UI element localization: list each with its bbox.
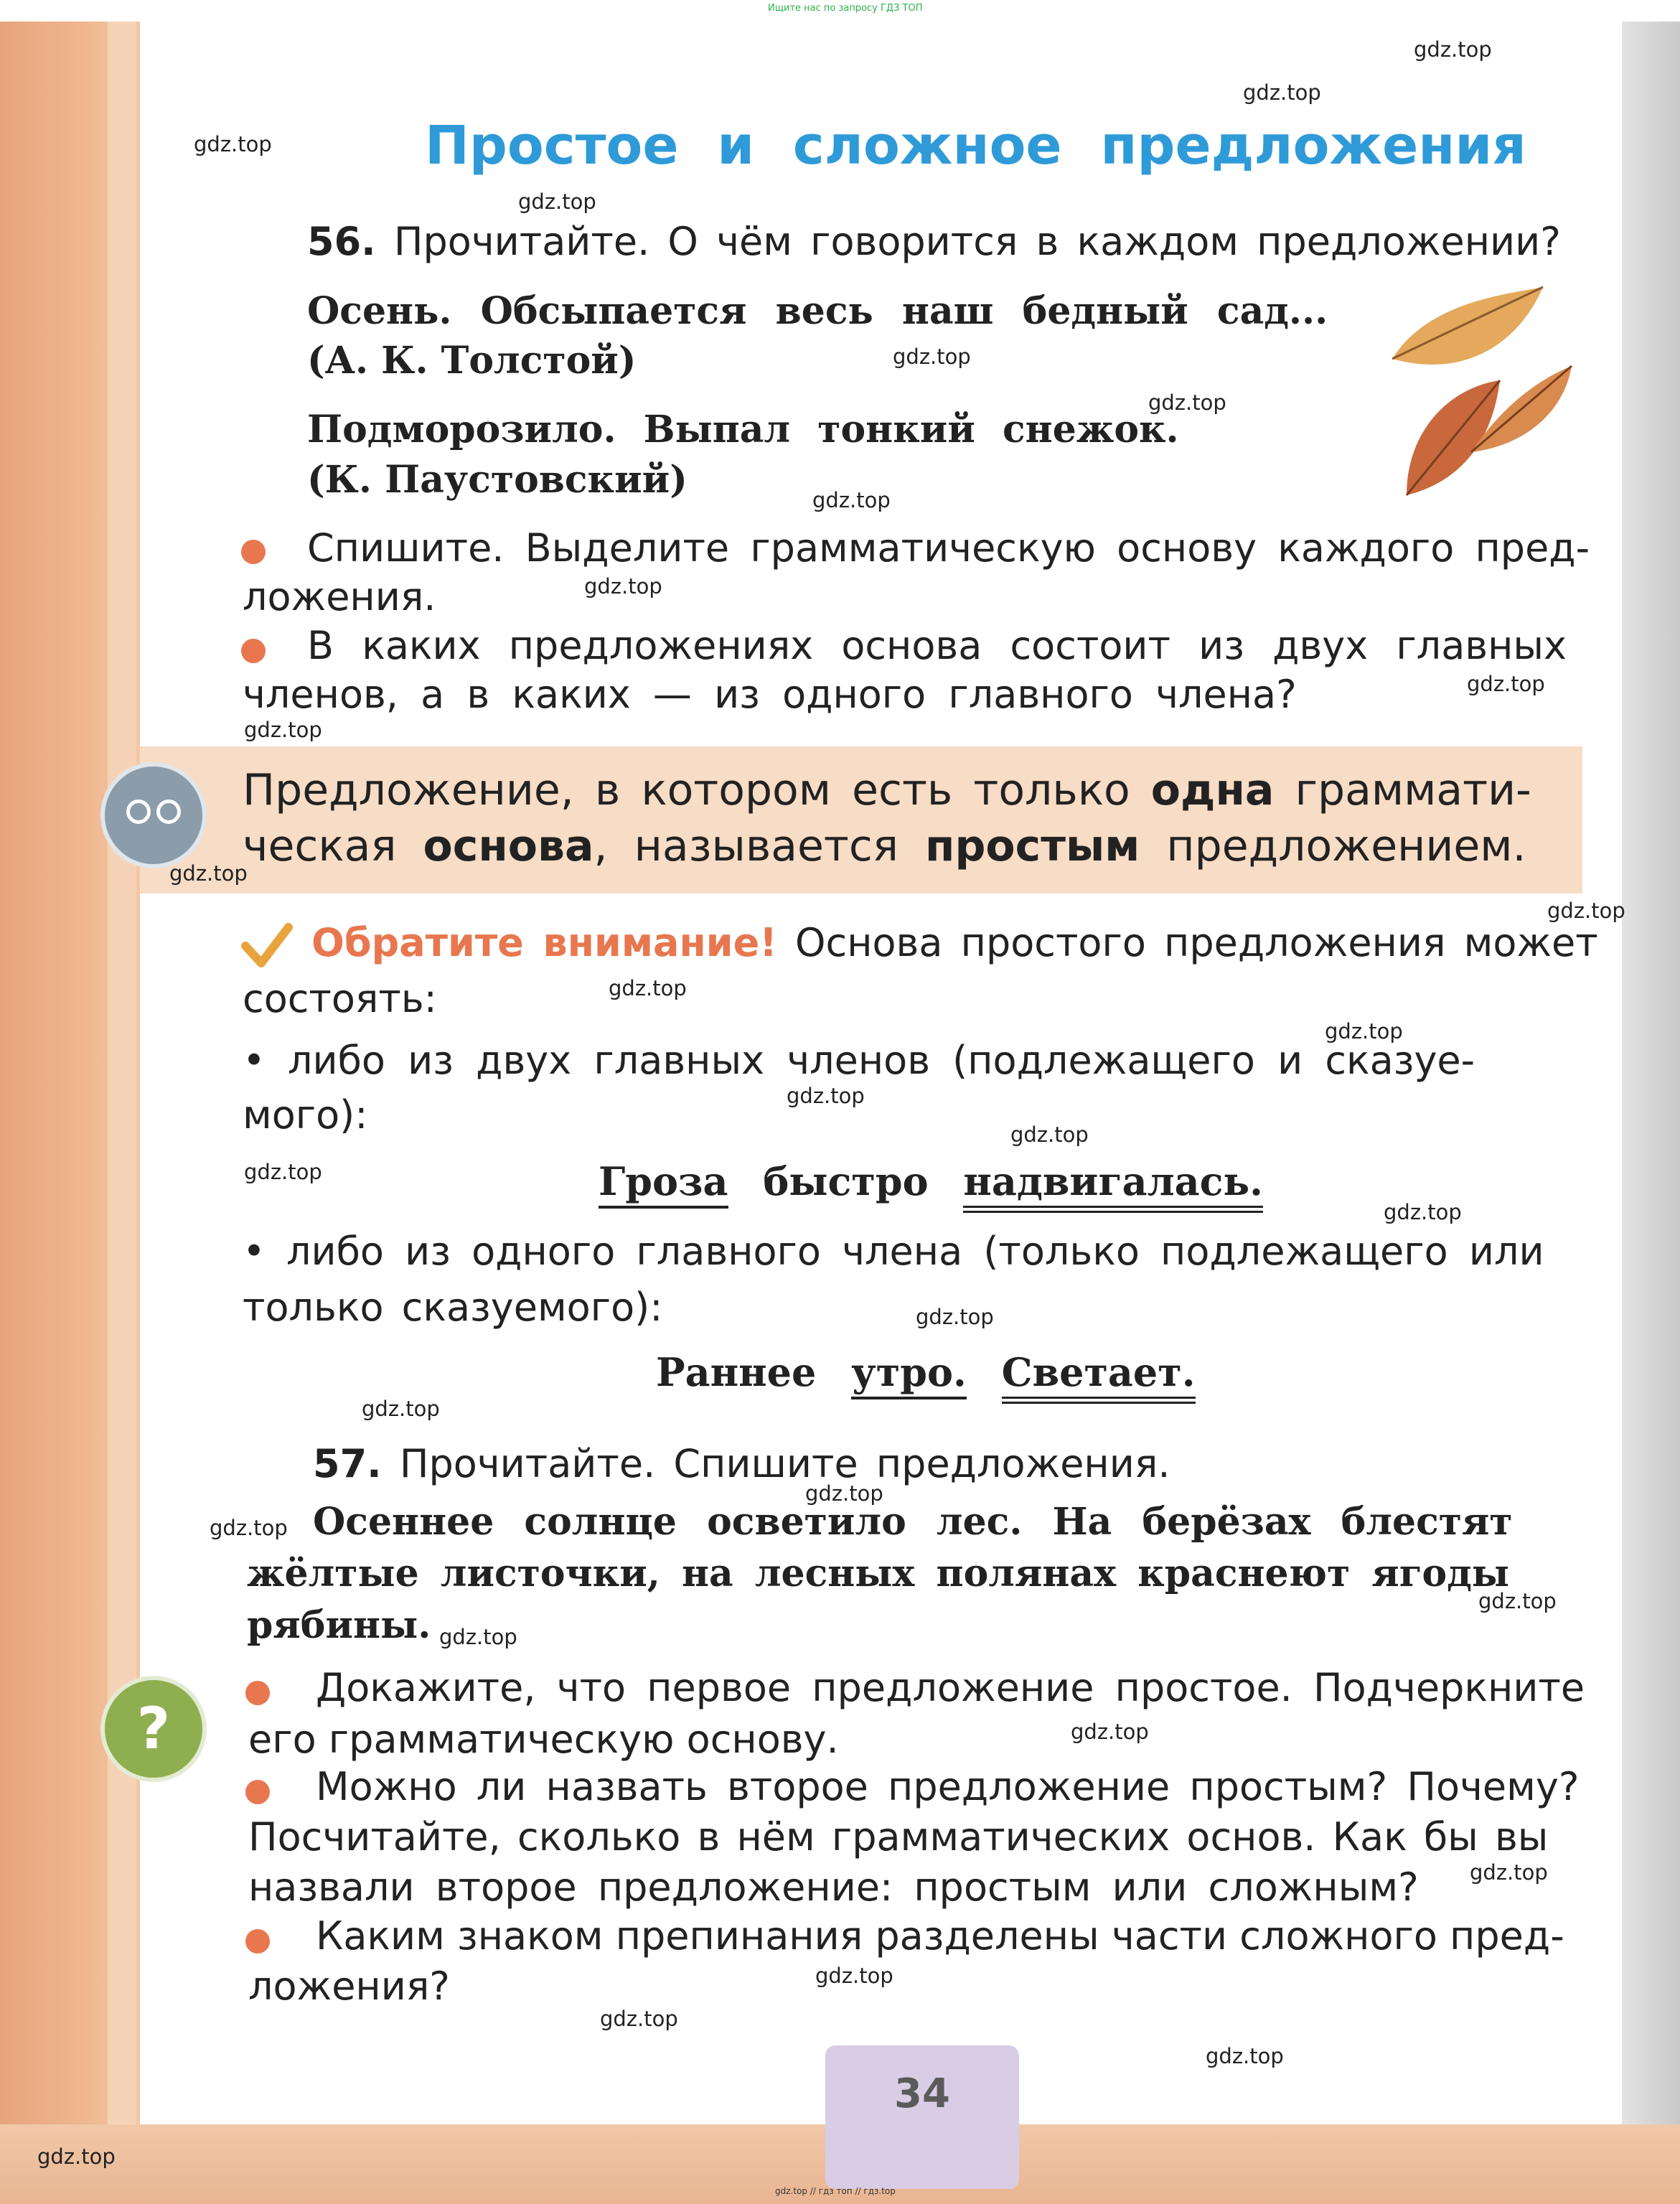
watermark: gdz.top [1071,1720,1149,1744]
book-edge-right [1622,22,1680,2204]
rule-text: граммати- [1274,765,1531,815]
watermark: gdz.top [37,2144,116,2169]
ex56-prompt-line [307,219,1561,264]
ex57-task2-line1: Можно ли назвать второе предложение простым? Почему? [316,1764,1580,1809]
poem1-line: Осень. Обсыпается весь наш бедный сад... [307,289,1328,333]
book-edge-stripe [108,22,136,2204]
watermark: gdz.top [1384,1200,1462,1224]
watermark: gdz.top [194,132,272,156]
rule-bold: одна [1150,765,1275,815]
page-title: Простое и сложное предложения [425,115,1526,177]
watermark: gdz.top [1478,1589,1557,1613]
watermark: gdz.top [916,1305,994,1329]
bullet-dot [245,1929,270,1954]
rule-line2 [243,821,1526,871]
leaf-1 [1392,287,1543,365]
watermark: gdz.top [210,1516,288,1540]
ex56-task2-line2: членов, а в каких — из одного главного члена? [243,672,1297,717]
watermark: gdz.top [787,1084,865,1108]
poem2-author: (К. Паустовский) [307,458,688,502]
leaves-icon [1364,273,1593,517]
question-icon: ? [100,1676,207,1782]
owl-eye [156,799,181,824]
attention-label: Обратите внимание! [311,920,777,965]
rule-text: Предложение, в котором есть только [243,765,1151,815]
owl-icon [100,762,207,868]
watermark: gdz.top [1547,899,1625,923]
rule-line1 [243,765,1531,815]
ex56-task1-line2: ложения. [243,574,436,619]
attention-text: Основа простого предложения может [776,920,1598,965]
ex57-task3-line2: ложения? [248,1964,450,2009]
checkmark-icon [241,922,293,967]
ex57-text-line2: жёлтые листочки, на лесных полянах краснеют ягоды [247,1552,1510,1595]
ex57-prompt: Прочитайте. Спишите предложения. [399,1441,1170,1486]
watermark: gdz.top [518,189,596,214]
watermark: gdz.top [362,1397,440,1421]
watermark: gdz.top [244,1160,322,1184]
ex57-text-line1: Осеннее солнце осветило лес. На берёзах блестят [313,1500,1513,1544]
rule-bold: основа [423,821,594,871]
watermark: gdz.top [1206,2044,1284,2068]
watermark: gdz.top [1325,1019,1403,1044]
rule-bold: простым [925,821,1140,871]
ex56-prompt: Прочитайте. О чём говорится в каждом предложении? [393,219,1561,264]
ex56-task2-line1: В каких предложениях основа состоит из двух главных [307,623,1567,668]
example-word: Раннее [656,1349,817,1395]
page-number: 34 [894,2071,950,2117]
watermark: gdz.top [584,574,662,599]
bullet-dot [245,1780,270,1804]
predicate-underlined: Светает. [1002,1349,1196,1404]
watermark: gdz.top [815,1964,893,1988]
subject-underlined: Гроза [599,1158,728,1209]
ex57-task2-line2: Посчитайте, сколько в нём грамматических основ. Как бы вы [248,1814,1549,1860]
predicate-underlined: надвигалась. [963,1158,1263,1213]
watermark: gdz.top [812,488,891,512]
ex56-task1-line1: Спишите. Выделите грамматическую основу каждого пред- [307,525,1590,571]
example-sentence-1 [599,1158,1263,1204]
ex57-prompt-line [313,1441,1170,1486]
watermark: gdz.top [1010,1122,1089,1147]
watermark: gdz.top [1148,390,1226,415]
rule-text: , называется [593,821,926,871]
attention-bullet2-line2: только сказуемого): [243,1285,663,1330]
watermark: gdz.top [609,976,687,1000]
ex57-task2-line3: назвали второе предложение: простым или сложным? [248,1865,1419,1910]
watermark: gdz.top [169,861,248,886]
watermark: gdz.top [1243,80,1321,105]
ex57-number: 57. [313,1441,382,1486]
bullet-dot [245,1681,270,1705]
watermark: gdz.top [244,718,322,742]
attention-bullet1-line2: мого): [243,1092,368,1138]
attention-bullet1-line1: • либо из двух главных членов (подлежащего и сказуе- [243,1038,1475,1083]
watermark: gdz.top [1467,672,1545,696]
watermark: gdz.top [1470,1860,1548,1885]
bullet-dot [241,639,266,663]
example-word: быстро [763,1158,929,1204]
watermark: gdz.top [439,1625,517,1649]
rule-text: предложением. [1140,821,1526,871]
poem1-author: (А. К. Толстой) [307,339,637,383]
example-sentence-2 [656,1349,1196,1395]
watermark: gdz.top [1414,37,1492,62]
header-note: Ищите нас по запросу ГДЗ ТОП [768,3,923,14]
footer-note: gdz.top // гдз топ // гдз.top [775,2186,896,2196]
bullet-dot [241,540,266,564]
watermark: gdz.top [805,1481,883,1506]
ex57-task3-line1: Каким знаком препинания разделены части сложного пред- [316,1913,1564,1959]
attention-line1 [311,920,1598,965]
ex57-task1-line2: его грамматическую основу. [248,1717,839,1762]
ex57-text-line3: рябины. [247,1603,431,1647]
rule-text: ческая [243,821,423,871]
attention-line2: состоять: [243,976,437,1021]
subject-underlined: утро. [851,1349,967,1399]
ex56-number: 56. [307,219,376,264]
ex57-task1-line1: Докажите, что первое предложение простое. Подчеркните [316,1665,1585,1710]
page-number-tab [825,2045,1019,2189]
poem2-line: Подморозило. Выпал тонкий снежок. [307,408,1179,451]
watermark: gdz.top [600,2007,678,2031]
watermark: gdz.top [893,344,971,369]
attention-bullet2-line1: • либо из одного главного члена (только подлежащего или [243,1229,1544,1274]
owl-eye [126,799,151,824]
